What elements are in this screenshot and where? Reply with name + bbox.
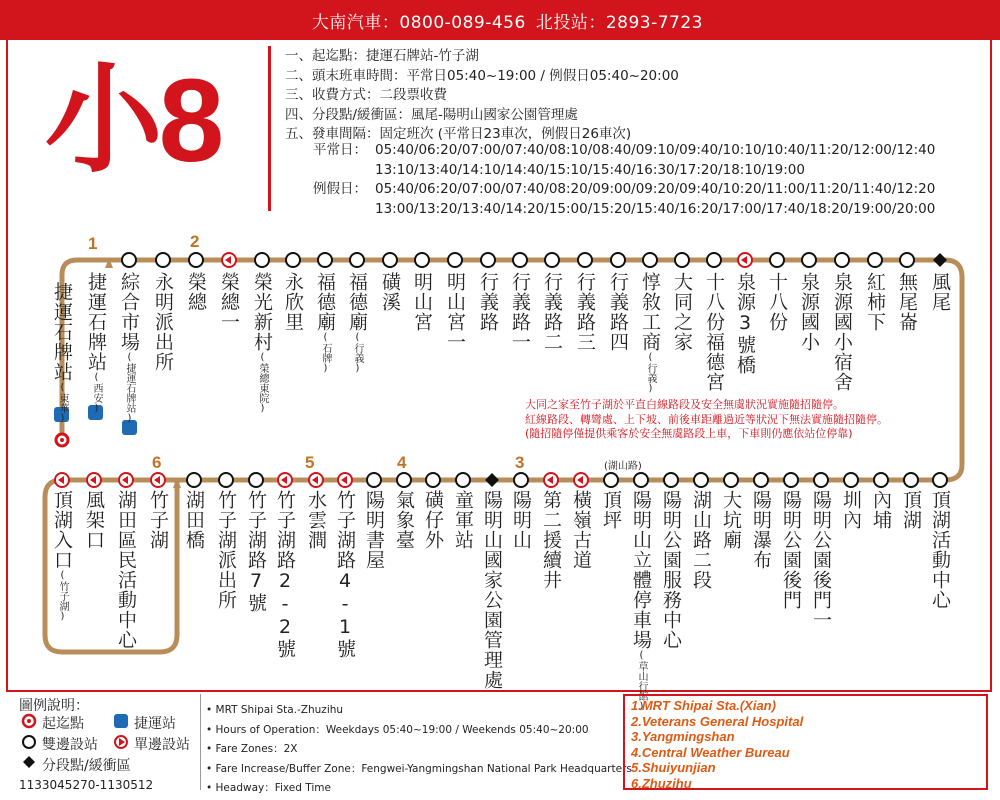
stop-name: 湖山路二段 (690, 490, 712, 590)
stop-marker (249, 473, 263, 487)
stop-marker (784, 473, 798, 487)
stop-marker (933, 253, 947, 267)
stop-marker (611, 253, 625, 267)
legend-single: 單邊設站 (134, 737, 190, 753)
en-buffer: Fare Increase/Buffer Zone：Fengwei-Yangmingshan National Park Headquarters (215, 762, 632, 775)
stop-marker (397, 473, 411, 487)
stop-name: 榮光新村(榮總東院) (251, 272, 273, 414)
stop-marker (545, 253, 559, 267)
en-endpoints: MRT Shipai Sta.-Zhuzihu (215, 704, 344, 716)
stop-name: 捷運石牌站(東華) (51, 282, 73, 424)
stop-name: 捷運石牌站(西安) (85, 272, 107, 414)
en-headway: Headway：Fixed Time (215, 782, 331, 794)
stop-name: 陽明瀑布 (750, 490, 772, 570)
stop-marker (724, 473, 738, 487)
stop-marker (350, 253, 364, 267)
legend-fare: 分段點/緩衝區 (42, 758, 131, 774)
stop-name: 榮總一 (218, 272, 240, 332)
stop-marker (874, 473, 888, 487)
stop-name: 圳內 (840, 490, 862, 530)
both-side-icon (23, 736, 35, 748)
stop-marker (318, 253, 332, 267)
info-fare-point: 四、分段點/緩衝區：風尾-陽明山國家公園管理處 (285, 106, 578, 123)
stop-marker (694, 473, 708, 487)
stop-name: 泉源國小 (798, 272, 820, 352)
weekday-label: 平常日： (313, 142, 367, 158)
legend-mrt: 捷運站 (134, 716, 176, 732)
stop-marker (933, 473, 947, 487)
info-hours: 二、頭末班車時間：平常日05:40~19:00 / 例假日05:40~20:00 (285, 67, 679, 84)
segment-en-1: 1.MRT Shipai Sta.(Xian) (631, 698, 776, 713)
stop-name: 十八份福德宮 (703, 272, 725, 392)
stop-name: 風架口 (83, 490, 105, 550)
stop-name: 竹子湖路2-2號 (274, 490, 296, 659)
info-endpoints: 一、起迄點：捷運石牌站-竹子湖 (285, 48, 479, 64)
stop-marker (900, 253, 914, 267)
stop-name: 行義路 (477, 272, 499, 332)
stop-name: 陽明山 (510, 490, 532, 550)
stop-name: 行義路四 (607, 272, 629, 352)
weekday-times-2: 13:10/13:40/14:10/14:40/15:10/15:40/16:30/17:20/18:10/19:00 (375, 161, 805, 178)
stop-name: 內埔 (870, 490, 892, 530)
holiday-label: 例假日： (313, 181, 367, 197)
legend-both: 雙邊設站 (42, 737, 98, 753)
company-phone: 大南汽車：0800-089-456 (311, 13, 526, 33)
stop-marker (415, 253, 429, 267)
segment-en-3: 3.Yangmingshan (631, 729, 735, 744)
stop-name: 大同之家 (671, 272, 693, 352)
stop-name: 明山宮一 (444, 272, 466, 352)
stop-name: 風尾 (929, 272, 951, 312)
stop-marker (513, 253, 527, 267)
note-line-2: 紅線路段、轉彎處、上下坡、前後車距離過近等狀況下無法實施隨招隨停。 (525, 412, 888, 426)
segment-4: 4 (397, 453, 407, 472)
stop-name: 明山宮 (411, 272, 433, 332)
stop-name: 泉源國小宿舍 (831, 272, 853, 392)
stop-name: 陽明公園服務中心 (660, 490, 682, 650)
stop-name: 竹子湖 (147, 490, 169, 550)
hushan-label: (湖山路) (604, 461, 642, 472)
legend-terminal: 起迄點 (42, 716, 84, 732)
stop-name: 橫嶺古道 (570, 490, 592, 570)
stop-marker (904, 473, 918, 487)
document-id: 1133045270-1130512 (19, 778, 154, 792)
stop-name: 惇敘工商(行義) (639, 272, 661, 394)
stop-marker (219, 473, 233, 487)
stop-name: 陽明公園後門 (780, 490, 802, 610)
weekday-times-1: 05:40/06:20/07:00/07:40/08:10/08:40/09:10/09:40/10:10/10:40/11:20/12:00/12:40 (375, 142, 936, 158)
segment-3: 3 (515, 453, 525, 472)
stop-marker (754, 473, 768, 487)
stop-name: 行義路三 (574, 272, 596, 352)
stop-marker (802, 253, 816, 267)
hail-note (525, 398, 888, 442)
info-headway: 五、發車間隔：固定班次 (平常日23車次，例假日26車次) (285, 126, 632, 142)
stop-name: 氣象臺 (393, 490, 415, 550)
segment-1: 1 (88, 234, 98, 253)
stop-name: 陽明山立體停車場(草山行館) (630, 490, 652, 712)
stop-marker (514, 473, 528, 487)
note-line-1: 大同之家至竹子湖於平直白線路段及安全無虞狀況實施隨招隨停。 (525, 398, 844, 411)
stop-name: 行義路一 (509, 272, 531, 352)
stop-name: 十八份 (766, 272, 788, 332)
divider (200, 694, 201, 790)
stop-name: 福德廟(行義) (346, 272, 368, 374)
stop-name: 湖田區民活動中心 (115, 490, 137, 650)
mrt-icon (114, 714, 128, 728)
stop-marker (844, 473, 858, 487)
segment-en-4: 4.Central Weather Bureau (631, 744, 790, 760)
stop-name: 竹子湖路7號 (245, 490, 267, 613)
segment-2: 2 (190, 232, 200, 251)
stop-marker (481, 253, 495, 267)
stop-marker (707, 253, 721, 267)
segment-5: 5 (305, 453, 315, 472)
stop-name: 大坑廟 (720, 490, 742, 550)
stop-name: 福德廟(石牌) (314, 272, 336, 374)
english-info: • MRT Shipai Sta.-Zhuzihu • Hours of Operation：Weekdays 05:40~19:00 / Weekends 05:40~20:00 • Fare Zones：2X • Fare Increase/Buffer Zone：Fengwei-Yangmingshan National Park Headquarters • Headway：Fixed Time (206, 704, 632, 794)
stop-marker (604, 473, 618, 487)
stop-marker (456, 473, 470, 487)
stop-name: 童軍站 (452, 490, 474, 550)
stop-name: 水雲澗 (305, 490, 327, 550)
holiday-times-2: 13:00/13:20/13:40/14:20/15:00/15:20/15:40/16:20/17:00/17:40/18:20/19:00/20:00 (375, 200, 936, 217)
stop-marker (367, 473, 381, 487)
stop-name: 永明派出所 (152, 272, 174, 372)
stop-marker (835, 253, 849, 267)
stop-marker (286, 253, 300, 267)
stop-marker (675, 253, 689, 267)
stop-name: 泉源3號橋 (734, 272, 756, 375)
stop-name: 紅柿下 (864, 272, 886, 332)
legend-icons (0, 0, 200, 800)
segment-en-5: 5.Shuiyunjian (631, 760, 716, 775)
stop-name: 竹子湖路4-1號 (334, 490, 356, 659)
stop-name: 陽明書屋 (363, 490, 385, 570)
stop-name: 綜合市場(捷運石牌站) (118, 272, 140, 424)
stop-name: 頂湖入口(竹子湖) (51, 490, 73, 622)
info-fare: 三、收費方式：二段票收費 (285, 87, 447, 103)
segment-en-2: 2.Veterans General Hospital (631, 713, 804, 729)
stop-marker (383, 253, 397, 267)
stop-marker (814, 473, 828, 487)
stop-name: 陽明公園後門一 (810, 490, 832, 630)
stop-name: 磺仔外 (422, 490, 444, 550)
stop-marker (664, 473, 678, 487)
stop-name: 第二援續井 (540, 490, 562, 590)
stop-name: 頂坪 (600, 490, 622, 530)
segment-list (623, 694, 988, 790)
legend-title: 圖例說明： (19, 698, 89, 714)
stop-name: 榮總 (185, 272, 207, 312)
stop-marker (426, 473, 440, 487)
stop-name: 頂湖活動中心 (929, 490, 951, 610)
en-hours: Hours of Operation：Weekdays 05:40~19:00 / Weekends 05:40~20:00 (215, 723, 589, 736)
stop-name: 行義路二 (541, 272, 563, 352)
stop-marker (255, 253, 269, 267)
station-phone: 北投站：2893-7723 (535, 13, 703, 33)
route-number: 小8 (44, 55, 221, 187)
stop-marker (485, 473, 499, 487)
stop-name: 湖田橋 (183, 490, 205, 550)
stop-marker (448, 253, 462, 267)
stop-name: 磺溪 (379, 272, 401, 312)
stop-name: 竹子湖派出所 (215, 490, 237, 610)
segment-6: 6 (152, 453, 162, 472)
segment-en-6: 6.Zhuzihu (631, 775, 692, 791)
stop-name: 頂湖 (900, 490, 922, 530)
stop-marker (578, 253, 592, 267)
stop-marker (770, 253, 784, 267)
stop-marker (634, 473, 648, 487)
stop-marker (643, 253, 657, 267)
note-line-3: (隨招隨停僅提供乘客於安全無虞路段上車，下車則仍應依站位停靠) (525, 427, 853, 440)
stop-name: 陽明山國家公園管理處 (481, 490, 503, 690)
stop-name: 永欣里 (282, 272, 304, 332)
stop-name: 無尾崙 (896, 272, 918, 332)
fare-point-icon (23, 756, 35, 768)
stop-marker (868, 253, 882, 267)
holiday-times-1: 05:40/06:20/07:00/07:40/08:20/09:00/09:20/09:40/10:20/11:00/11:20/11:40/12:20 (375, 181, 936, 197)
en-fare: Fare Zones：2X (215, 743, 298, 755)
